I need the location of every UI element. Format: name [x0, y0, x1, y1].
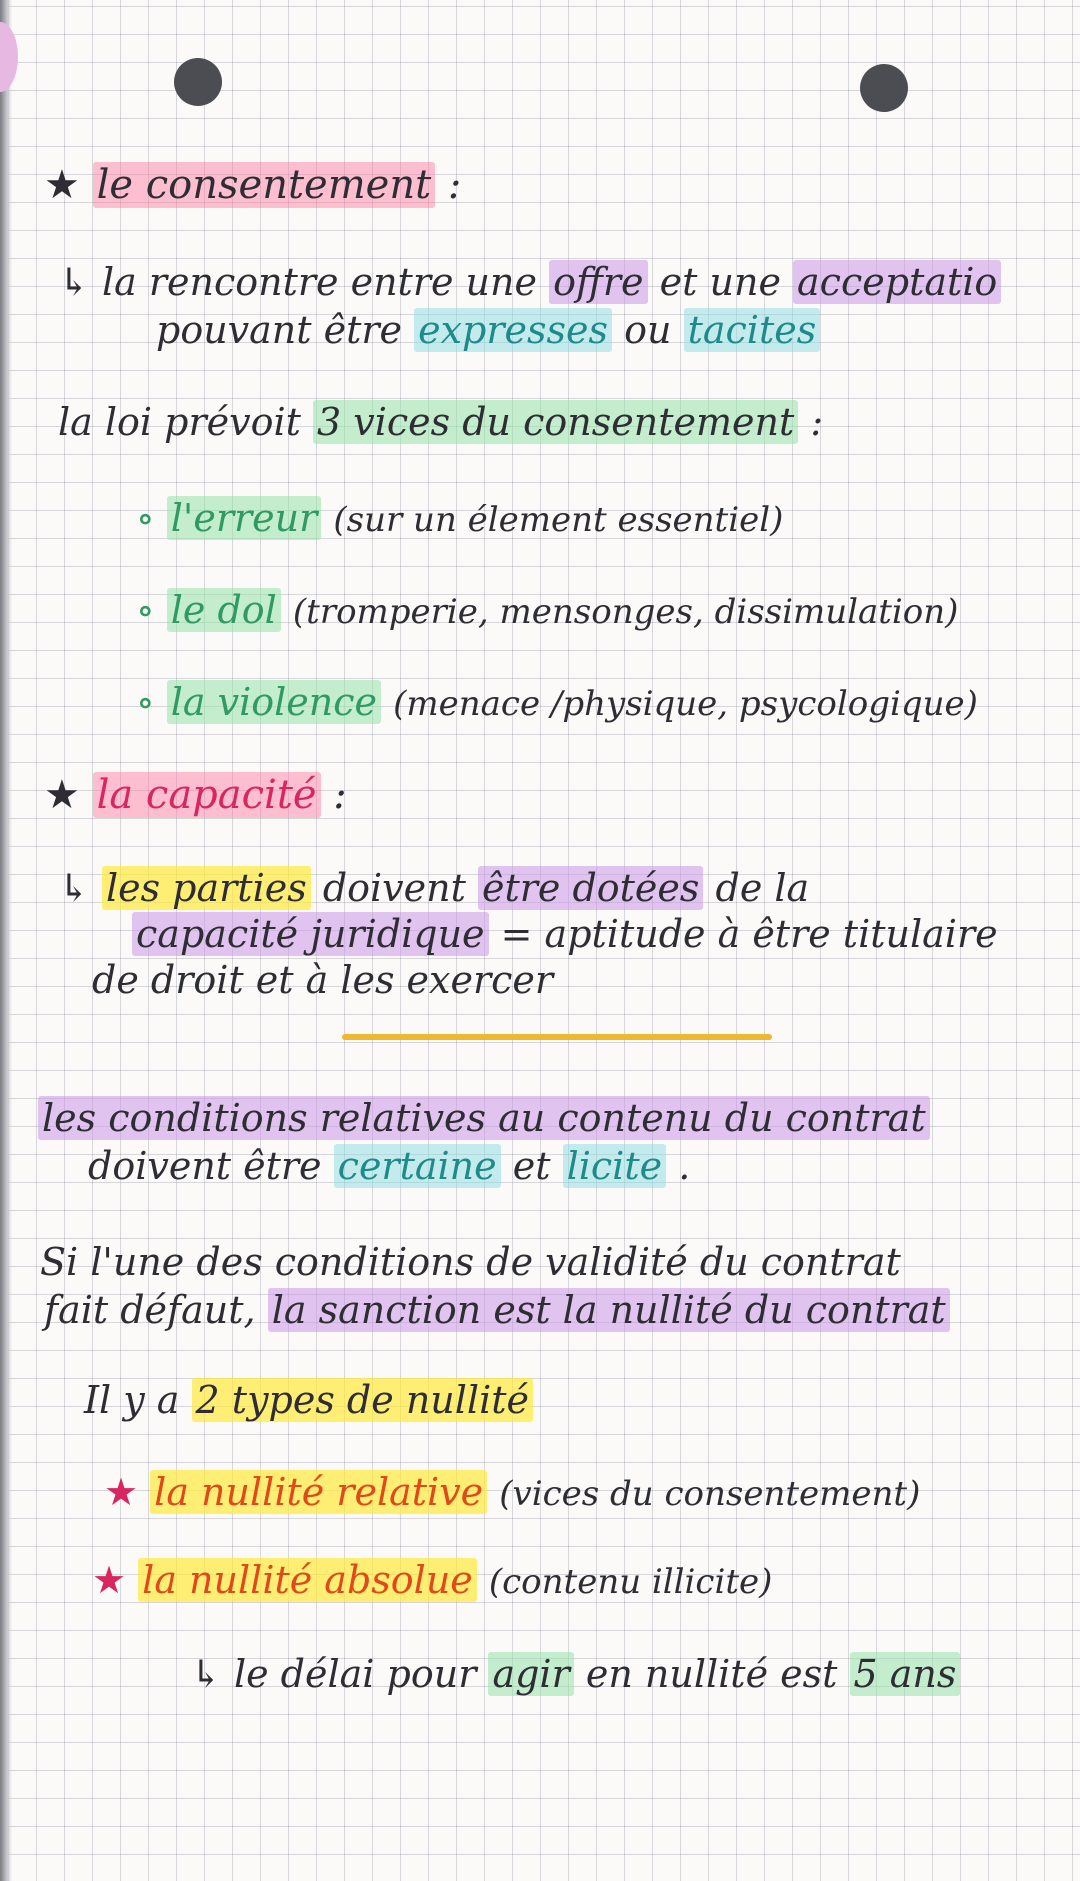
vice-item	[136, 588, 958, 632]
consent-text: et une	[659, 260, 781, 304]
nullity-text: fait défaut,	[44, 1288, 256, 1332]
capacite-juridique-highlight: capacité juridique	[132, 912, 489, 956]
page-edge	[0, 0, 12, 1881]
acceptation-highlight: acceptatio	[793, 260, 1001, 304]
consent-text: ou	[624, 308, 672, 352]
content-line-2	[88, 1144, 690, 1188]
nullity-text: Il y a	[84, 1378, 180, 1422]
capacity-line-1	[58, 866, 809, 910]
consent-text: la rencontre entre une	[101, 260, 537, 304]
arrow-icon: ↳	[190, 1652, 222, 1696]
sanction-highlight: la sanction est la nullité du contrat	[268, 1288, 950, 1332]
content-text: doivent être	[88, 1144, 322, 1188]
star-icon: ★	[44, 772, 80, 818]
content-period: .	[678, 1144, 691, 1188]
capacity-heading-line	[44, 772, 347, 818]
consent-heading-line	[44, 162, 461, 208]
content-text: et	[512, 1144, 551, 1188]
star-icon: ★	[104, 1470, 139, 1514]
loi-line	[58, 400, 823, 444]
nullity-type-term: la nullité absolue	[138, 1558, 477, 1602]
offre-highlight: offre	[549, 260, 647, 304]
vice-item	[136, 680, 978, 724]
nullity-types-line	[84, 1378, 533, 1422]
vice-term: l'erreur	[167, 496, 322, 540]
consent-line-1	[58, 260, 1001, 304]
capacity-heading: la capacité	[93, 772, 321, 818]
nullity-type-item	[92, 1558, 772, 1602]
content-line-1	[38, 1096, 930, 1140]
capacity-text: de la	[715, 866, 810, 910]
delai-text: le délai pour	[233, 1652, 477, 1696]
bullet-icon: ∘	[136, 680, 155, 724]
pink-tab-decoration	[0, 22, 18, 92]
nullity-text: Si l'une des conditions de validité du contrat	[40, 1240, 901, 1284]
dotees-highlight: être dotées	[478, 866, 703, 910]
vices-highlight: 3 vices du consentement	[313, 400, 798, 444]
vice-term: le dol	[167, 588, 281, 632]
vice-term: la violence	[167, 680, 381, 724]
nullity-type-desc: (contenu illicite)	[488, 1562, 773, 1602]
expresses-highlight: expresses	[414, 308, 612, 352]
consent-line-2	[156, 308, 820, 352]
consent-text: pouvant être	[156, 308, 403, 352]
capacity-line-3	[92, 958, 553, 1002]
cinq-ans-highlight: 5 ans	[850, 1652, 961, 1696]
delai-text: en nullité est	[585, 1652, 838, 1696]
arrow-icon: ↳	[58, 866, 90, 910]
star-icon: ★	[92, 1558, 127, 1602]
capacity-text: doivent	[322, 866, 466, 910]
agir-highlight: agir	[488, 1652, 573, 1696]
vice-desc: (menace /physique, psycologique)	[393, 684, 978, 724]
vice-desc: (sur un élement essentiel)	[333, 500, 784, 540]
delai-line	[190, 1652, 960, 1696]
binder-hole-left	[174, 58, 222, 106]
capacity-heading-colon: :	[333, 772, 347, 818]
nullity-type-term: la nullité relative	[150, 1470, 487, 1514]
capacity-definition: = aptitude à être titulaire	[500, 912, 998, 956]
nullity-line-1	[40, 1240, 901, 1284]
nullity-line-2	[44, 1288, 950, 1332]
consent-heading-colon: :	[447, 162, 462, 208]
bullet-icon: ∘	[136, 588, 155, 632]
arrow-icon: ↳	[58, 260, 90, 304]
vice-item	[136, 496, 783, 540]
capacity-line-2	[132, 912, 998, 956]
binder-hole-right	[860, 64, 908, 112]
loi-colon: :	[810, 400, 824, 444]
star-icon: ★	[44, 162, 80, 208]
consent-heading: le consentement	[93, 162, 436, 208]
tacites-highlight: tacites	[684, 308, 821, 352]
nullity-type-desc: (vices du consentement)	[499, 1474, 921, 1514]
bullet-icon: ∘	[136, 496, 155, 540]
types-highlight: 2 types de nullité	[192, 1378, 533, 1422]
loi-text: la loi prévoit	[58, 400, 301, 444]
capacity-definition: de droit et à les exercer	[92, 958, 554, 1002]
certaine-highlight: certaine	[334, 1144, 501, 1188]
conditions-highlight: les conditions relatives au contenu du contrat	[38, 1096, 930, 1140]
parties-highlight: les parties	[102, 866, 311, 910]
vice-desc: (tromperie, mensonges, dissimulation)	[292, 592, 959, 632]
licite-highlight: licite	[563, 1144, 667, 1188]
divider-line	[342, 1034, 772, 1040]
nullity-type-item	[104, 1470, 920, 1514]
